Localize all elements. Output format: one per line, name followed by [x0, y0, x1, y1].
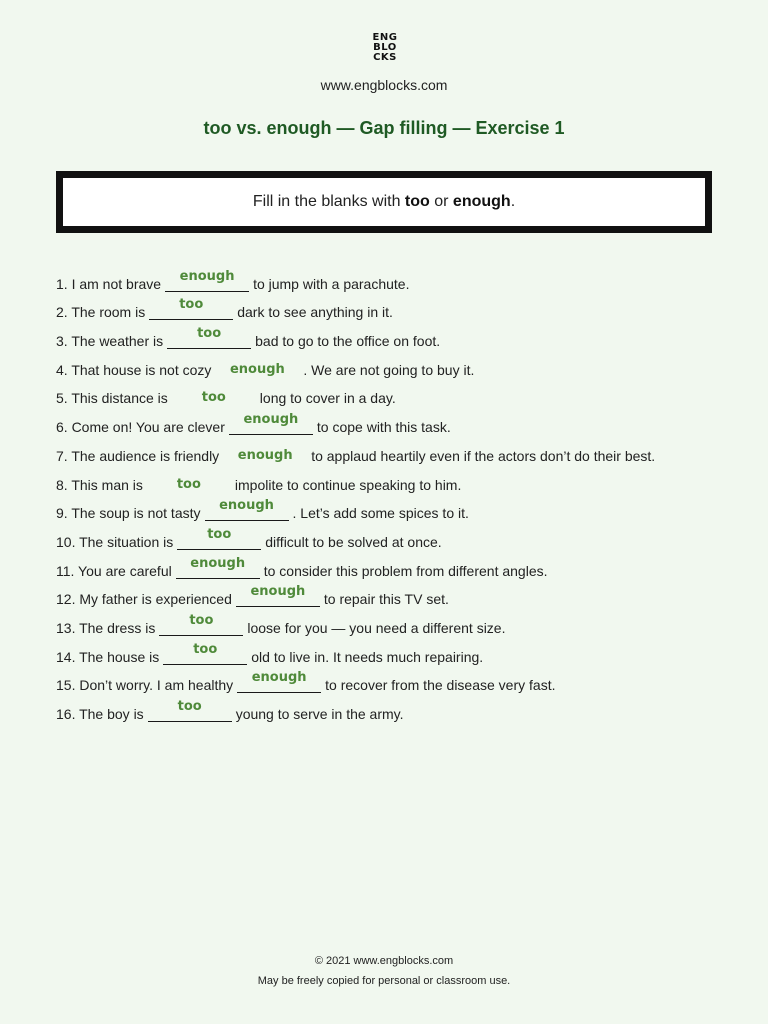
- site-url[interactable]: www.engblocks.com: [320, 77, 448, 93]
- sentence-start: 4. That house is not cozy: [56, 361, 212, 378]
- instruction-word-too: too: [404, 193, 430, 210]
- sentence-end: difficult to be solved at once.: [265, 533, 442, 550]
- filled-answer: enough: [251, 670, 307, 686]
- exercise-item: [56, 435, 746, 464]
- instruction-before: Fill in the blanks with: [252, 193, 405, 210]
- instruction-middle: or: [429, 193, 453, 210]
- exercise-item: [56, 349, 746, 378]
- sentence-end: . We are not going to buy it.: [303, 361, 475, 378]
- sentence-end: to recover from the disease very fast.: [325, 677, 556, 694]
- filled-answer: enough: [229, 361, 285, 377]
- exercise-item: [56, 493, 746, 522]
- exercise-item: [56, 406, 746, 435]
- answer-blank[interactable]: [223, 447, 307, 464]
- exercise-item: [56, 464, 746, 493]
- exercise-item: [56, 263, 746, 292]
- sentence-end: to consider this problem from different angles.: [263, 562, 548, 579]
- sentence-end: to repair this TV set.: [323, 591, 449, 608]
- answer-blank[interactable]: [159, 612, 243, 636]
- engblocks-logo: [365, 33, 405, 63]
- footer-copyright: © 2021 www.engblocks.com: [314, 955, 454, 967]
- filled-answer: too: [176, 476, 201, 492]
- sentence-end: to applaud heartily even if the actors don’t do their best.: [311, 447, 656, 464]
- filled-answer: too: [189, 612, 214, 628]
- answer-blank[interactable]: [236, 584, 320, 607]
- exercise-item: [56, 292, 746, 321]
- filled-answer: too: [177, 699, 202, 714]
- exercise-item: [56, 607, 746, 636]
- instruction-box: [56, 171, 712, 233]
- filled-answer: enough: [219, 498, 274, 514]
- instruction-word-enough: enough: [452, 193, 511, 210]
- exercise-item: [56, 378, 746, 407]
- answer-blank[interactable]: [163, 641, 247, 665]
- filled-answer: too: [207, 526, 232, 542]
- sentence-start: 11. You are careful: [56, 562, 172, 579]
- exercise-item: [56, 693, 746, 722]
- filled-answer: too: [193, 641, 218, 657]
- answer-blank[interactable]: [176, 555, 260, 579]
- sentence-end: bad to go to the office on foot.: [255, 333, 441, 350]
- exercise-item: [56, 550, 746, 579]
- answer-blank[interactable]: [165, 268, 249, 292]
- instruction-text: [253, 193, 515, 211]
- sentence-start: 2. The room is: [56, 304, 146, 321]
- sentence-end: dark to see anything in it.: [237, 304, 393, 321]
- sentence-start: 15. Don’t worry. I am healthy: [56, 677, 234, 694]
- filled-answer: enough: [237, 447, 293, 463]
- exercise-item: [56, 665, 746, 694]
- exercise-list: [56, 263, 746, 722]
- sentence-start: 9. The soup is not tasty: [56, 505, 201, 522]
- answer-blank[interactable]: [148, 699, 232, 722]
- filled-answer: enough: [243, 412, 299, 428]
- exercise-item: [56, 636, 746, 665]
- sentence-start: 12. My father is experienced: [56, 591, 232, 608]
- answer-blank[interactable]: [229, 412, 313, 435]
- exercise-item: [56, 579, 746, 608]
- answer-blank[interactable]: [237, 670, 321, 693]
- answer-blank[interactable]: [149, 297, 233, 320]
- filled-answer: enough: [179, 268, 235, 284]
- filled-answer: enough: [250, 584, 306, 600]
- answer-blank[interactable]: [215, 361, 299, 378]
- answer-blank[interactable]: [172, 389, 256, 406]
- answer-blank[interactable]: [147, 476, 231, 493]
- sentence-start: 8. This man is: [56, 476, 143, 493]
- instruction-after: .: [510, 193, 516, 210]
- filled-answer: too: [197, 326, 222, 342]
- sentence-start: 3. The weather is: [56, 333, 164, 350]
- sentence-end: impolite to continue speaking to him.: [234, 476, 462, 493]
- answer-blank[interactable]: [177, 526, 261, 550]
- exercise-item: [56, 521, 746, 550]
- sentence-start: 1. I am not brave: [56, 275, 162, 292]
- sentence-end: to cope with this task.: [316, 419, 451, 436]
- sentence-end: loose for you — you need a different size.: [247, 619, 506, 636]
- sentence-start: 10. The situation is: [56, 533, 174, 550]
- exercise-item: [56, 320, 746, 349]
- page-title: too vs. enough — Gap filling — Exercise 1: [203, 118, 565, 138]
- answer-blank[interactable]: [167, 326, 251, 349]
- sentence-end: young to serve in the army.: [235, 706, 404, 722]
- sentence-start: 6. Come on! You are clever: [56, 419, 225, 436]
- sentence-end: old to live in. It needs much repairing.: [251, 648, 484, 665]
- footer-note: May be freely copied for personal or classroom use.: [257, 975, 511, 987]
- sentence-start: 14. The house is: [56, 648, 160, 665]
- logo-line: ENG: [372, 32, 398, 43]
- logo-line: CKS: [373, 52, 397, 63]
- sentence-start: 5. This distance is: [56, 390, 168, 407]
- filled-answer: enough: [190, 555, 246, 571]
- filled-answer: too: [201, 390, 226, 406]
- logo-line: BLO: [373, 42, 397, 53]
- filled-answer: too: [179, 297, 204, 313]
- sentence-end: long to cover in a day.: [259, 390, 396, 407]
- sentence-end: to jump with a parachute.: [253, 275, 410, 292]
- answer-blank[interactable]: [205, 498, 289, 521]
- sentence-start: 16. The boy is: [56, 706, 144, 722]
- sentence-start: 13. The dress is: [56, 619, 156, 636]
- sentence-start: 7. The audience is friendly: [56, 447, 220, 464]
- sentence-end: . Let’s add some spices to it.: [292, 505, 469, 522]
